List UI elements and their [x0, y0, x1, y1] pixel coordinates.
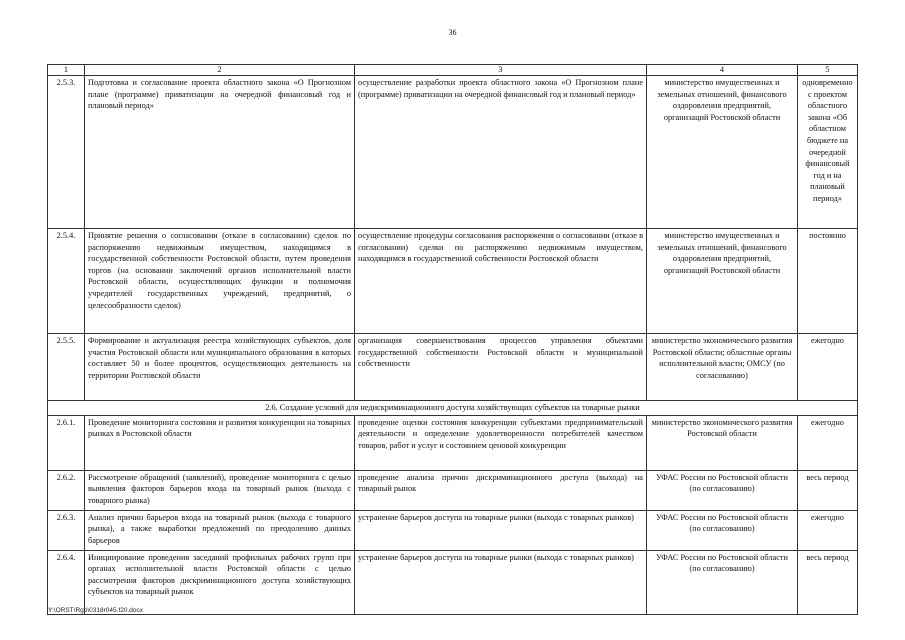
- measures-table: [47, 64, 858, 615]
- term-cell: ежегодно: [798, 415, 858, 470]
- row-number: 2.6.1.: [48, 415, 85, 470]
- result-cell: организация совершенствования процессов управления объектами государственной собственности Ростовской области и муниципальной собственности: [355, 334, 647, 401]
- result-cell: устранение барьеров доступа на товарные рынки (выхода с товарных рынков): [355, 550, 647, 614]
- table-row: [48, 76, 858, 229]
- header-cell: 4: [647, 65, 798, 76]
- table-row: [48, 415, 858, 470]
- result-cell: устранение барьеров доступа на товарные рынки (выхода с товарных рынков): [355, 510, 647, 550]
- executor-cell: министерство имущественных и земельных отношений, финансового оздоровления предприятий, организаций Ростовской области: [647, 76, 798, 229]
- result-cell: проведение оценки состояния конкуренции субъектами предпринимательской деятельности и определение удовлетворенности потребителей качеством товаров, работ и услуг и состоянием ценовой конкуренции: [355, 415, 647, 470]
- table-row: [48, 510, 858, 550]
- row-number: 2.5.5.: [48, 334, 85, 401]
- measure-cell: Формирование и актуализация реестра хозяйствующих субъектов, доля участия Ростовской области или муниципального образования в которых составляет 50 и более процентов, осуществляющих деятельность на территории Ростовской области: [85, 334, 355, 401]
- measure-cell: Подготовка и согласование проекта областного закона «О Прогнозном плане (программе) приватизации на очередной финансовый год и плановый период»: [85, 76, 355, 229]
- row-number: 2.6.4.: [48, 550, 85, 614]
- header-cell: 1: [48, 65, 85, 76]
- term-cell: ежегодно: [798, 510, 858, 550]
- measure-cell: Рассмотрение обращений (заявлений), проведение мониторинга с целью выявления факторов барьеров входа на товарный рынок (выхода с товарного рынка): [85, 470, 355, 510]
- measure-cell: Принятие решения о согласовании (отказе в согласовании) сделок по распоряжению недвижимым имуществом, находящимся в государственной собственности Ростовской области, путем проведения торгов (на основании заключений органов исполнительной власти Ростовской области, осуществляющих функции и полномочия учредителей государственных учреждений, предприятий, о целесообразности сделок): [85, 229, 355, 334]
- executor-cell: УФАС России по Ростовской области (по согласованию): [647, 550, 798, 614]
- term-cell: ежегодно: [798, 334, 858, 401]
- executor-cell: министерство экономического развития Ростовской области; областные органы исполнительной власти; ОМСУ (по согласованию): [647, 334, 798, 401]
- row-number: 2.6.2.: [48, 470, 85, 510]
- section-heading-row: [48, 401, 858, 416]
- table-row: [48, 470, 858, 510]
- result-cell: проведение анализа причин дискриминационного доступа (выхода) на товарный рынок: [355, 470, 647, 510]
- term-cell: постоянно: [798, 229, 858, 334]
- term-cell: весь период: [798, 470, 858, 510]
- row-number: 2.6.3.: [48, 510, 85, 550]
- section-title: 2.6. Создание условий для недискриминационного доступа хозяйствующих субъектов на товарные рынки: [48, 401, 858, 416]
- measure-cell: Анализ причин барьеров входа на товарный рынок (выхода с товарного рынка), а также выработки предложений по преодолению данных барьеров: [85, 510, 355, 550]
- executor-cell: УФАС России по Ростовской области (по согласованию): [647, 470, 798, 510]
- executor-cell: министерство экономического развития Ростовской области: [647, 415, 798, 470]
- table-row: [48, 229, 858, 334]
- measure-cell: Проведение мониторинга состояния и развития конкуренции на товарных рынках в Ростовской области: [85, 415, 355, 470]
- header-cell: 2: [85, 65, 355, 76]
- result-cell: осуществление процедуры согласования распоряжения о согласовании (отказе в согласовании) сделки по распоряжению недвижимым имуществом, находящимся в государственной собственности Ростовской области: [355, 229, 647, 334]
- row-number: 2.5.3.: [48, 76, 85, 229]
- table-row: [48, 550, 858, 614]
- header-cell: 3: [355, 65, 647, 76]
- term-cell: одновременно с проектом областного закона «Об областном бюджете на очередной финансовый год и на плановый период»: [798, 76, 858, 229]
- executor-cell: УФАС России по Ростовской области (по согласованию): [647, 510, 798, 550]
- file-path-footer: Y:\ORST\Rgo\0318r045.f20.docx: [48, 607, 144, 614]
- measure-cell: Инициирование проведения заседаний профильных рабочих групп при органах исполнительной власти Ростовской области с целью рассмотрения факторов дискриминационного доступа хозяйствующих субъектов на товарный рынок: [85, 550, 355, 614]
- row-number: 2.5.4.: [48, 229, 85, 334]
- page-number: 36: [448, 28, 457, 37]
- header-cell: 5: [798, 65, 858, 76]
- executor-cell: министерство имущественных и земельных отношений, финансового оздоровления предприятий, организаций Ростовской области: [647, 229, 798, 334]
- term-cell: весь период: [798, 550, 858, 614]
- table-row: [48, 334, 858, 401]
- result-cell: осуществление разработки проекта областного закона «О Прогнозном плане (программе) приватизации на очередной финансовый год и плановый период»: [355, 76, 647, 229]
- table-header-row: [48, 65, 858, 76]
